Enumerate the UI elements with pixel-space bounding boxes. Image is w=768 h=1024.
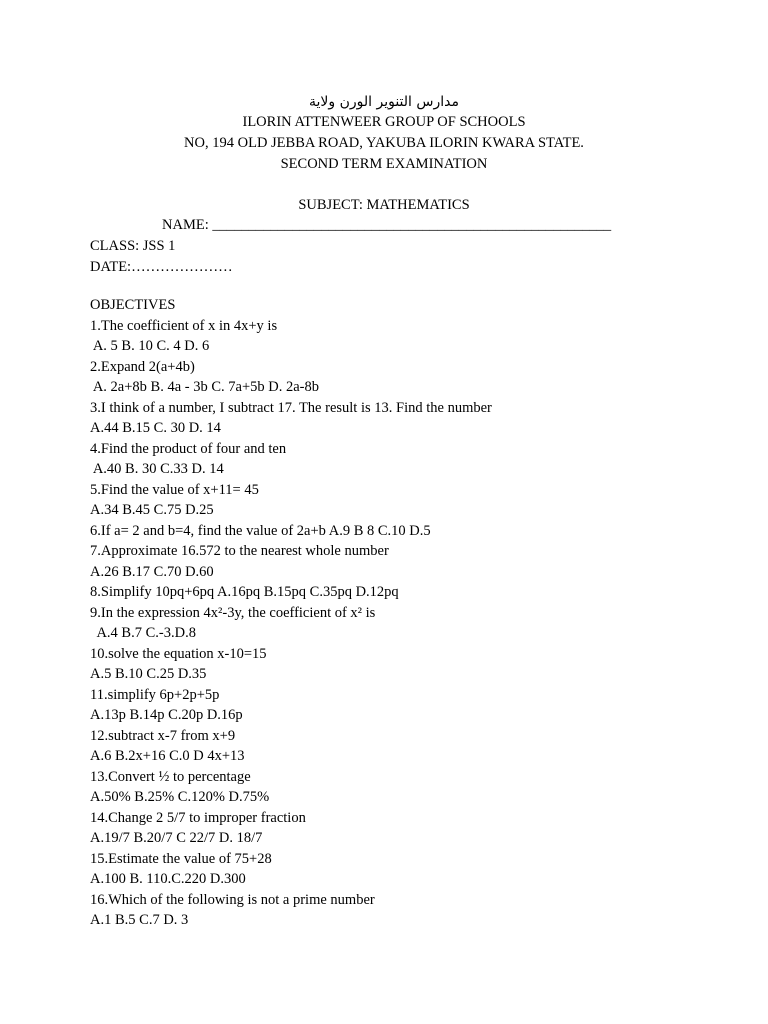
question-line: A.50% B.25% C.120% D.75% — [90, 789, 270, 805]
question-line: 6.If a= 2 and b=4, find the value of 2a+b A.9 B 8 C.10 D.5 — [90, 522, 431, 539]
question-line: 2.Expand 2(a+4b) — [90, 358, 195, 375]
question-line: 10.solve the equation x-10=15 — [90, 645, 267, 662]
arabic-school-title: مدارس التنوير الورن ولاية — [309, 94, 459, 110]
question-line: 14.Change 2 5/7 to improper fraction — [90, 809, 306, 826]
question-line: A.19/7 B.20/7 C 22/7 D. 18/7 — [90, 830, 263, 846]
name-field-line: NAME: _______________________________________________________ — [162, 217, 612, 233]
question-line: 15.Estimate the value of 75+28 — [90, 850, 272, 867]
question-line: 16.Which of the following is not a prime number — [90, 891, 375, 908]
question-line: A.44 B.15 C. 30 D. 14 — [90, 420, 221, 436]
question-line: A.40 B. 30 C.33 D. 14 — [90, 461, 224, 477]
question-line: 3.I think of a number, I subtract 17. The result is 13. Find the number — [90, 399, 492, 416]
question-line: 8.Simplify 10pq+6pq A.16pq B.15pq C.35pq D.12pq — [90, 584, 399, 600]
question-line: 13.Convert ½ to percentage — [90, 768, 251, 785]
question-line: 5.Find the value of x+11= 45 — [90, 481, 259, 498]
question-line: 9.In the expression 4x²-3y, the coefficient of x² is — [90, 604, 376, 621]
question-line: 4.Find the product of four and ten — [90, 440, 287, 457]
objectives-section — [90, 295, 710, 931]
question-line: 11.simplify 6p+2p+5p — [90, 686, 220, 703]
exam-title: SECOND TERM EXAMINATION — [280, 156, 488, 172]
date-line: DATE:………………… — [90, 259, 233, 275]
objectives-heading: OBJECTIVES — [90, 297, 176, 313]
question-line: A.1 B.5 C.7 D. 3 — [90, 912, 189, 928]
question-line: A.34 B.45 C.75 D.25 — [90, 502, 214, 518]
question-line: 12.subtract x-7 from x+9 — [90, 727, 236, 744]
question-line: A.26 B.17 C.70 D.60 — [90, 563, 214, 580]
question-line: 1.The coefficient of x in 4x+y is — [90, 317, 278, 334]
question-line: 7.Approximate 16.572 to the nearest whole number — [90, 543, 389, 559]
question-line: A. 2a+8b B. 4a - 3b C. 7a+5b D. 2a-8b — [90, 379, 319, 395]
school-address: NO, 194 OLD JEBBA ROAD, YAKUBA ILORIN KWARA STATE. — [184, 135, 584, 151]
class-line: CLASS: JSS 1 — [90, 238, 176, 254]
question-line: A.100 B. 110.C.220 D.300 — [90, 871, 246, 887]
school-name: ILORIN ATTENWEER GROUP OF SCHOOLS — [242, 114, 526, 130]
subject-title: SUBJECT: MATHEMATICS — [298, 197, 470, 213]
question-line: A.4 B.7 C.-3.D.8 — [90, 625, 196, 641]
question-line: A.6 B.2x+16 C.0 D 4x+13 — [90, 748, 245, 764]
question-line: A. 5 B. 10 C. 4 D. 6 — [90, 338, 210, 354]
question-line: A.13p B.14p C.20p D.16p — [90, 707, 243, 723]
question-line: A.5 B.10 C.25 D.35 — [90, 666, 207, 682]
